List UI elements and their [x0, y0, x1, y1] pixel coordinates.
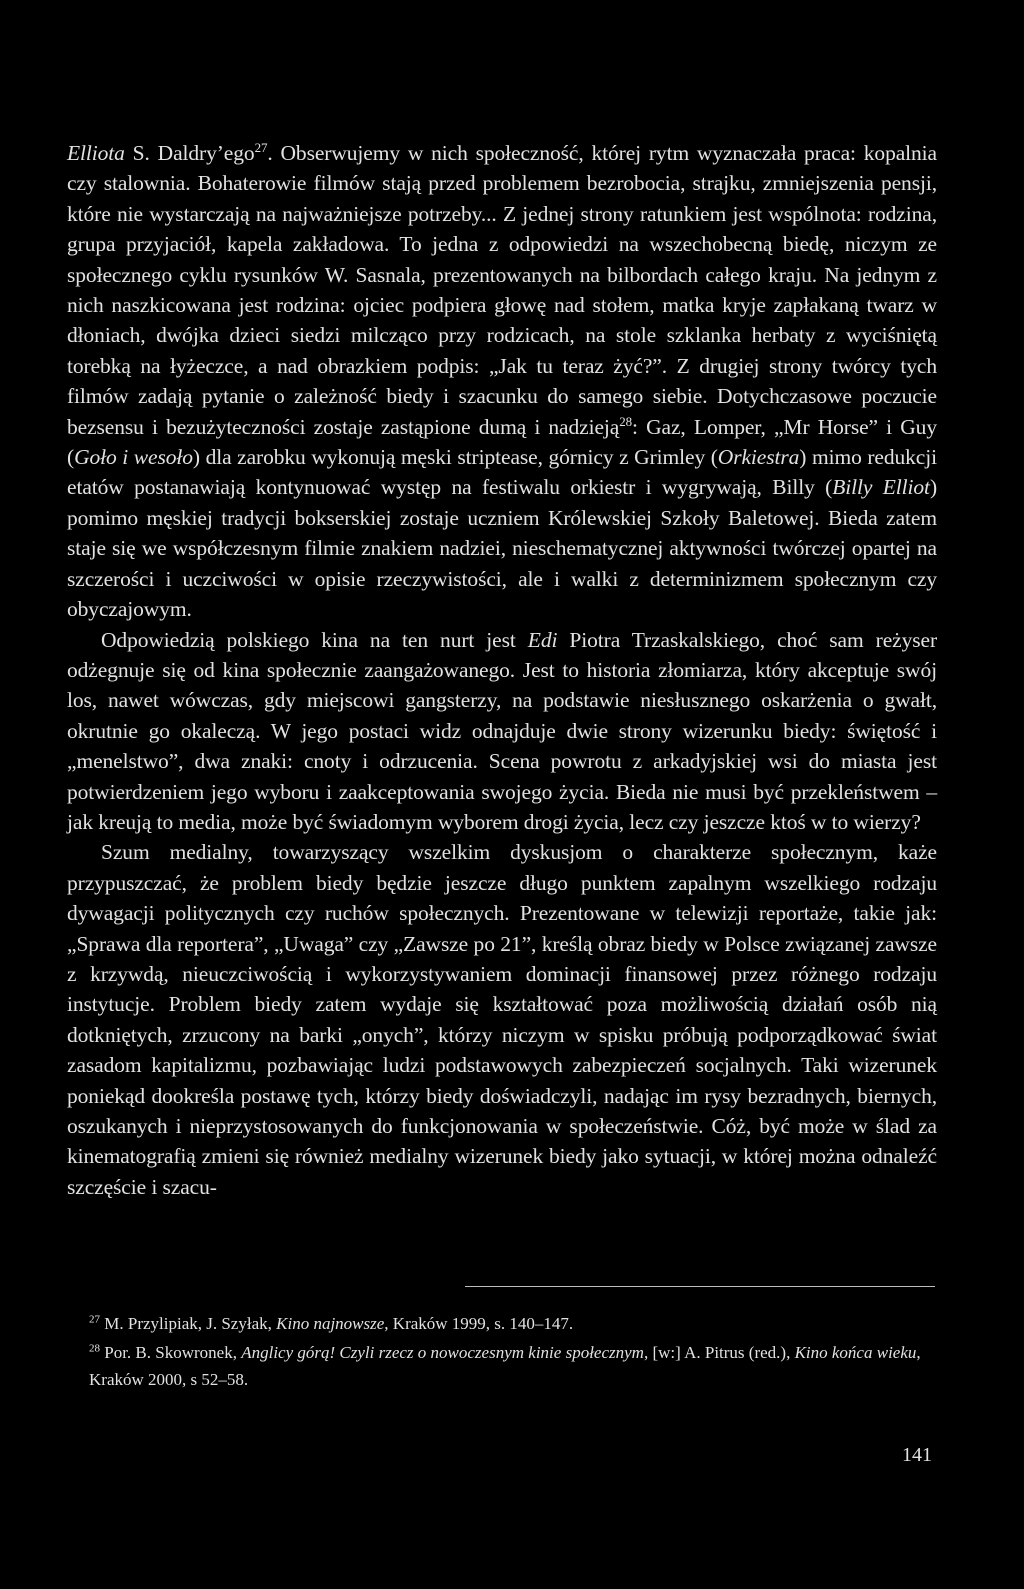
text-run: . Obserwujemy w nich społeczność, której rytm wyznaczała praca: kopalnia czy stalownia. Bohaterowie filmów stają przed problemem bezrobocia, strajku, zmniejszenia pensji, które nie wystarczają na najważniejsze potrzeby... Z jednej strony ratunkiem jest wspólnota: rodzina, grupa przyjaciół, kapela zakładowa. To jedna z odpowiedzi na wszechobecną biedę, niczym ze społecznego cyklu rysunków W. Sasnala, prezentowanych na bilbordach całego kraju. Na jednym z nich naszkicowana jest rodzina: ojciec podpiera głowę nad stołem, matka kryje zapłakaną twarz w dłoniach, dwójka dzieci siedzi milcząco przy rodzicach, na stole szklanka herbaty z wyciśniętą torebką na łyżeczce, a nad obrazkiem podpis: „Jak tu teraz żyć?”. Z drugiej strony twórcy tych filmów zadają pytanie o zależność biedy i szacunku do samego siebie. Dotychczasowe poczucie bezsensu i bezużyteczności zostaje zastąpione dumą i nadzieją — [67, 141, 938, 439]
italic-text: Anglicy górą! Czyli rzecz o nowoczesnym kinie społecznym — [241, 1343, 644, 1362]
main-text — [67, 138, 937, 1202]
footnote-27 — [89, 1310, 937, 1337]
italic-text: Elliota — [67, 141, 125, 165]
footnote-ref: 28 — [89, 1342, 100, 1355]
footnotes — [67, 1310, 937, 1395]
text-run: ) mimo redukcji etatów postanawiają kontynuować występ na festiwalu orkiestr i wygrywają, Billy ( — [67, 445, 938, 500]
italic-text: Edi — [527, 627, 558, 652]
text-run: ) dla zarobku wykonują męski striptease, górnicy z Grimley ( — [192, 445, 718, 470]
footnote-ref: 28 — [619, 413, 633, 429]
text-run: Odpowiedzią polskiego kina na ten nurt jest — [101, 627, 528, 652]
text-run: S. Daldry’ego — [124, 141, 255, 165]
text-run: Por. B. Skowronek, — [100, 1343, 242, 1362]
paragraph-3 — [67, 837, 937, 1202]
footnote-ref: 27 — [254, 139, 268, 155]
italic-text: Orkiestra — [717, 445, 800, 470]
footnote-separator — [465, 1286, 935, 1287]
page-number: 141 — [902, 1444, 932, 1466]
text-run: Piotra Trzaskalskiego, choć sam reżyser odżegnuje się od kina społecznie zaangażowanego. Jest to historia złomiarza, który akceptuje swój los, nawet wówczas, gdy miejscowi gangsterzy, na podstawie niesłusznego oskarżenia o gwałt, okrutnie go okaleczą. W jego postaci widz odnajduje dwie strony wizerunku biedy: świętość i „menelstwo”, dwa znaki: cnoty i odrzucenia. Scena powrotu z arkadyjskiej wsi do miasta jest potwierdzeniem jego wyboru i zaakceptowania swojego życia. Bieda nie musi być przekleństwem – jak kreują to media, może być świadomym wyborem drogi życia, lecz czy jeszcze ktoś w to wierzy? — [67, 627, 938, 834]
italic-text: Kino najnowsze — [276, 1314, 385, 1333]
text-run: ) pomimo męskiej tradycji bokserskiej zostaje uczniem Królewskiej Szkoły Baletowej. Bieda zatem staje się we współczesnym filmie znakiem nadziei, nieschematycznej aktywności twórczej opartej na szczerości i uczciwości w opisie rzeczywistości, ale i walki z determinizmem społecznym czy obyczajowym. — [67, 475, 937, 622]
footnote-ref: 27 — [89, 1313, 100, 1326]
text-run: , [w:] A. Pitrus (red.), — [643, 1343, 795, 1362]
italic-text: Billy Elliot — [832, 475, 930, 500]
text-run: , Kraków 2000, s 52–58. — [89, 1343, 921, 1389]
italic-text: Kino końca wieku — [794, 1343, 917, 1362]
footnote-28 — [89, 1339, 937, 1393]
text-run: : Gaz, Lomper, „Mr Horse” i Guy ( — [67, 414, 937, 470]
paragraph-1 — [67, 138, 937, 625]
text-run: , Kraków 1999, s. 140–147. — [384, 1314, 574, 1333]
paragraph-2 — [67, 625, 937, 838]
text-run: M. Przylipiak, J. Szyłak, — [100, 1314, 277, 1333]
italic-text: Goło i wesoło — [74, 445, 193, 470]
text-run: Szum medialny, towarzyszący wszelkim dyskusjom o charakterze społecznym, każe przypuszczać, że problem biedy będzie jeszcze długo punktem zapalnym wszelkiego rodzaju dywagacji politycznych czy ruchów społecznych. Prezentowane w telewizji reportaże, takie jak: „Sprawa dla reportera”, „Uwaga” czy „Zawsze po 21”, kreślą obraz biedy w Polsce związanej zawsze z krzywdą, nieuczciwością i wykorzystywaniem dominacji finansowej przez różnego rodzaju instytucje. Problem biedy zatem wydaje się kształtować poza możliwością działań osób nią dotkniętych, zrzucony na barki „onych”, którzy niczym w spisku próbują podporządkować świat zasadom kapitalizmu, pozbawiając ludzi podstawowych zabezpieczeń socjalnych. Taki wizerunek poniekąd dookreśla postawę tych, którzy biedy doświadczyli, nadając im rysy bezradnych, biernych, oszukanych i nieprzystosowanych do funkcjonowania w społeczeństwie. Cóż, być może w ślad za kinematografią zmieni się również medialny wizerunek biedy jako sytuacji, w której można odnaleźć szczęście i szacu- — [67, 840, 937, 1199]
